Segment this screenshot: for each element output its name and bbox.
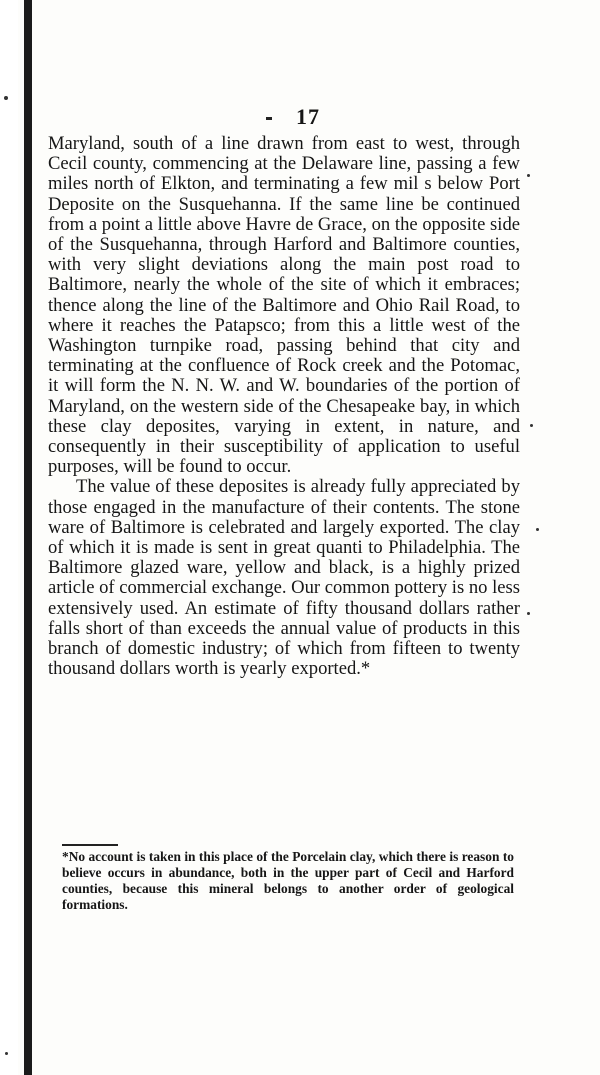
scan-speck [530, 424, 533, 427]
scan-speck [5, 1052, 8, 1055]
body-text [48, 134, 520, 679]
left-margin-strip [0, 0, 18, 1075]
paragraph-continued: Maryland, south of a line drawn from east to west, through Cecil county, commencing at the Delaware line, passing a few miles north of Elkton, and terminating a few mil s below Port Deposite on the Susquehanna. If the same line be continued from a point a little above Havre de Grace, on the opposite side of the Susquehanna, through Harford and Baltimore counties, with very slight deviations along the main post road to Baltimore, nearly the whole of the site of which it embraces; thence along the line of the Baltimore and Ohio Rail Road, to where it reaches the Patapsco; from this a little west of the Washington turnpike road, passing behind that city and terminating at the confluence of Rock creek and the Potomac, it will form the N. N. W. and W. boundaries of the portion of Maryland, on the western side of the Chesapeake bay, in which these clay deposites, varying in extent, in nature, and consequently in their susceptibility of application to useful purposes, will be found to occur. [48, 133, 520, 478]
footnote: *No account is taken in this place of the Porcelain clay, which there is reason to believe occurs in abundance, both in the upper part of Cecil and Harford counties, because this mineral belongs to another order of geological formations. [62, 849, 514, 912]
scan-speck [527, 612, 530, 615]
scan-speck [4, 96, 8, 100]
paragraph-value-of-deposites: The value of these deposites is already fully appreciated by those engaged in the manufacture of their contents. The stone ware of Baltimore is celebrated and largely exported. The clay of which it is made is sent in great quanti to Philadelphia. The Baltimore glazed ware, yellow and black, is a highly prized article of commercial exchange. Our common pottery is no less extensively used. An estimate of fifty thousand dollars rather falls short of than exceeds the annual value of products in this branch of domestic industry; of which from fifteen to twenty thousand dollars worth is yearly exported.* [48, 476, 520, 680]
page-binding-edge [24, 0, 32, 1075]
footnote-rule [62, 844, 118, 846]
header-dash [266, 117, 272, 120]
scan-speck [536, 528, 539, 531]
page-number: 17 [296, 104, 320, 129]
scan-speck [527, 174, 530, 177]
